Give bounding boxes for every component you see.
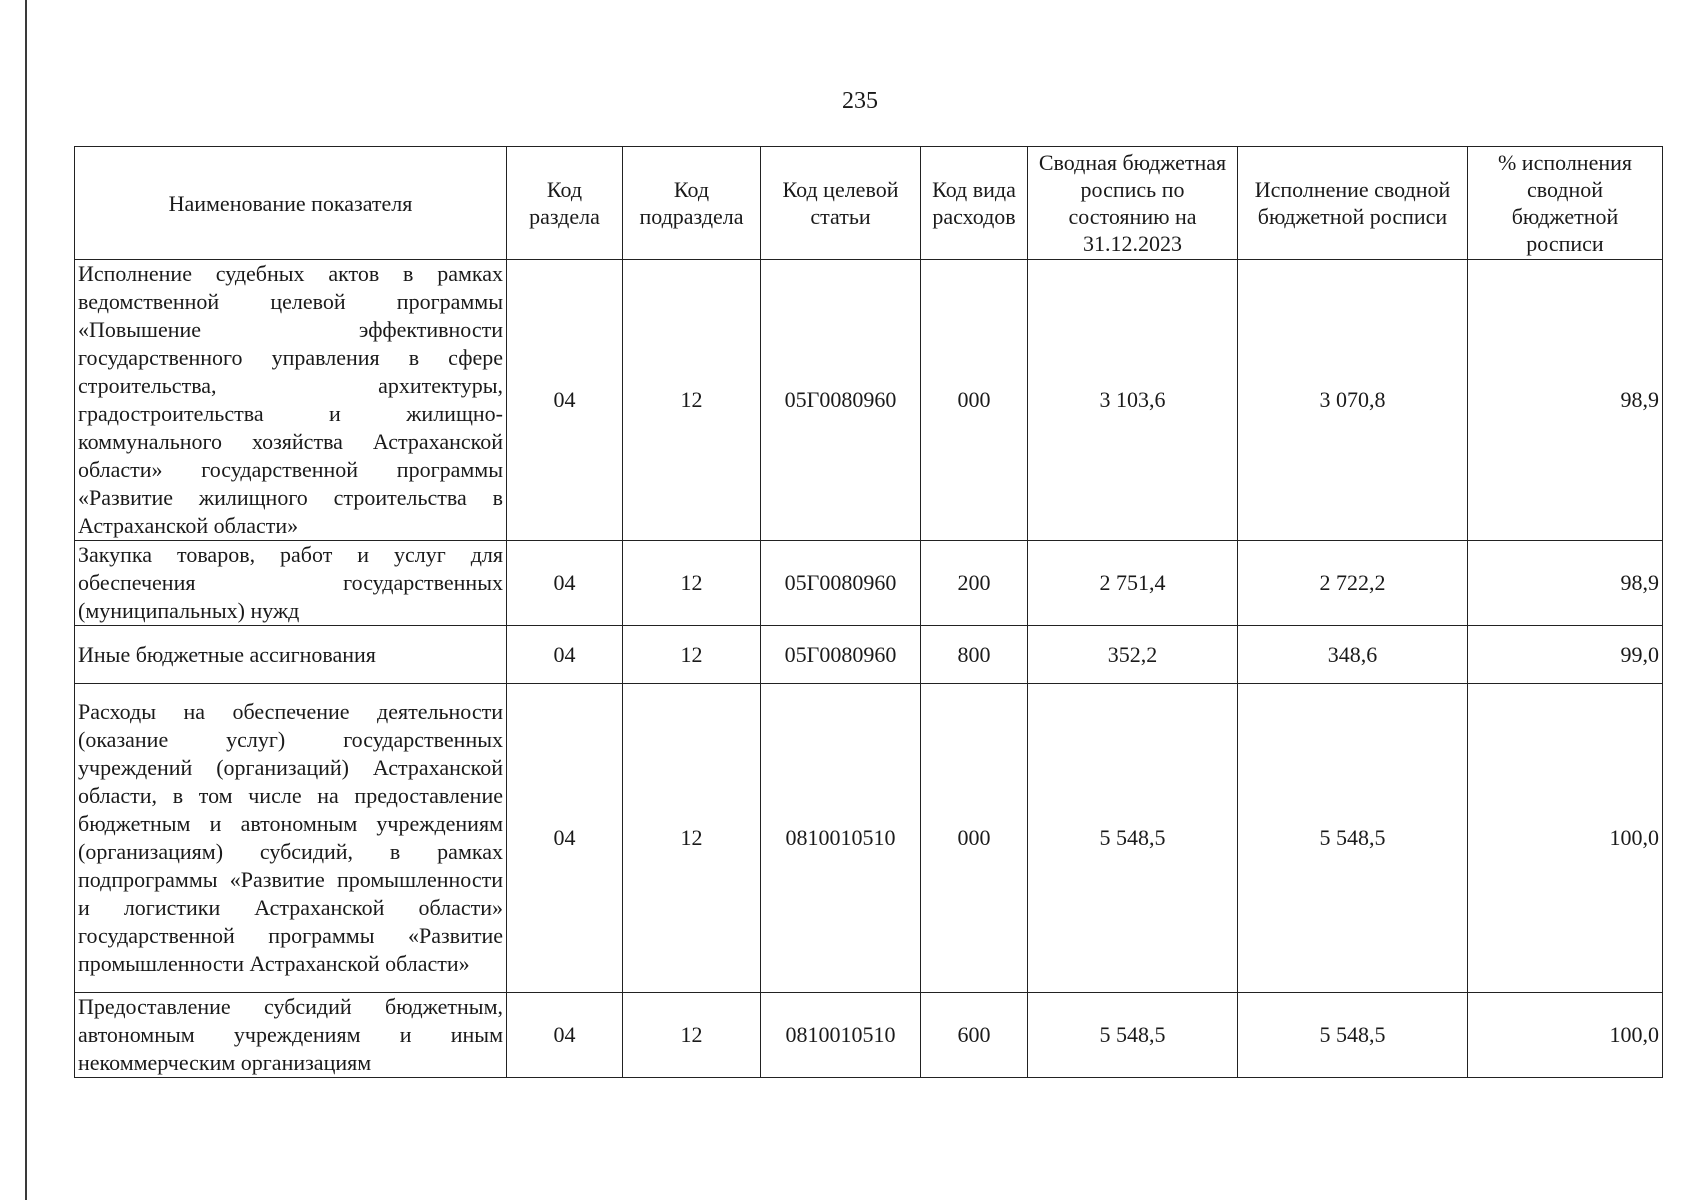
section-code: 04 [507,260,623,541]
header-subsection-code: Код подраздела [623,147,761,260]
indicator-name: Иные бюджетные ассигнования [75,626,507,684]
execution-percent-value: 100,0 [1468,684,1663,993]
budget-execution-value: 5 548,5 [1238,684,1468,993]
target-code: 05Г0080960 [761,541,921,626]
expense-type-code: 800 [921,626,1028,684]
budget-plan-value: 2 751,4 [1028,541,1238,626]
header-target-code: Код целевой статьи [761,147,921,260]
subsection-code: 12 [623,684,761,993]
target-code: 0810010510 [761,684,921,993]
section-code: 04 [507,626,623,684]
budget-plan-value: 5 548,5 [1028,993,1238,1078]
section-code: 04 [507,993,623,1078]
page-number: 235 [842,88,878,114]
table-row [75,684,1663,993]
budget-plan-value: 352,2 [1028,626,1238,684]
table-row [75,541,1663,626]
indicator-name: Закупка товаров, работ и услуг для обеспечения государственных (муниципальных) нужд [75,541,507,626]
expense-type-code: 000 [921,684,1028,993]
header-expense-type-code: Код вида расходов [921,147,1028,260]
header-budget-plan: Сводная бюджетная роспись по состоянию на 31.12.2023 [1028,147,1238,260]
execution-percent-value: 100,0 [1468,993,1663,1078]
header-budget-execution: Исполнение сводной бюджетной росписи [1238,147,1468,260]
execution-percent-value: 98,9 [1468,541,1663,626]
execution-percent-value: 99,0 [1468,626,1663,684]
indicator-name: Предоставление субсидий бюджетным, автономным учреждениям и иным некоммерческим организациям [75,993,507,1078]
subsection-code: 12 [623,260,761,541]
left-margin-line [25,0,27,1200]
table-row [75,260,1663,541]
indicator-name: Исполнение судебных актов в рамках ведомственной целевой программы «Повышение эффективности государственного управления в сфере строительства, архитектуры, градостроительства и жилищно-коммунального хозяйства Астраханской области» государственной программы «Развитие жилищного строительства в Астраханской области» [75,260,507,541]
expense-type-code: 600 [921,993,1028,1078]
indicator-name: Расходы на обеспечение деятельности (оказание услуг) государственных учреждений (организаций) Астраханской области, в том числе на предоставление бюджетным и автономным учреждениям (организациям) субсидий, в рамках подпрограммы «Развитие промышленности и логистики Астраханской области» государственной программы «Развитие промышленности Астраханской области» [75,684,507,993]
budget-execution-value: 5 548,5 [1238,993,1468,1078]
table-row [75,626,1663,684]
table-header-row [75,147,1663,260]
section-code: 04 [507,541,623,626]
budget-plan-value: 5 548,5 [1028,684,1238,993]
expense-type-code: 000 [921,260,1028,541]
budget-execution-table [74,146,1663,1078]
budget-execution-value: 348,6 [1238,626,1468,684]
header-execution-percent: % исполнения сводной бюджетной росписи [1468,147,1663,260]
target-code: 05Г0080960 [761,260,921,541]
target-code: 0810010510 [761,993,921,1078]
section-code: 04 [507,684,623,993]
subsection-code: 12 [623,626,761,684]
execution-percent-value: 98,9 [1468,260,1663,541]
budget-execution-value: 3 070,8 [1238,260,1468,541]
budget-plan-value: 3 103,6 [1028,260,1238,541]
subsection-code: 12 [623,541,761,626]
table-row [75,993,1663,1078]
header-indicator-name: Наименование показателя [75,147,507,260]
budget-execution-value: 2 722,2 [1238,541,1468,626]
target-code: 05Г0080960 [761,626,921,684]
subsection-code: 12 [623,993,761,1078]
header-section-code: Код раздела [507,147,623,260]
expense-type-code: 200 [921,541,1028,626]
